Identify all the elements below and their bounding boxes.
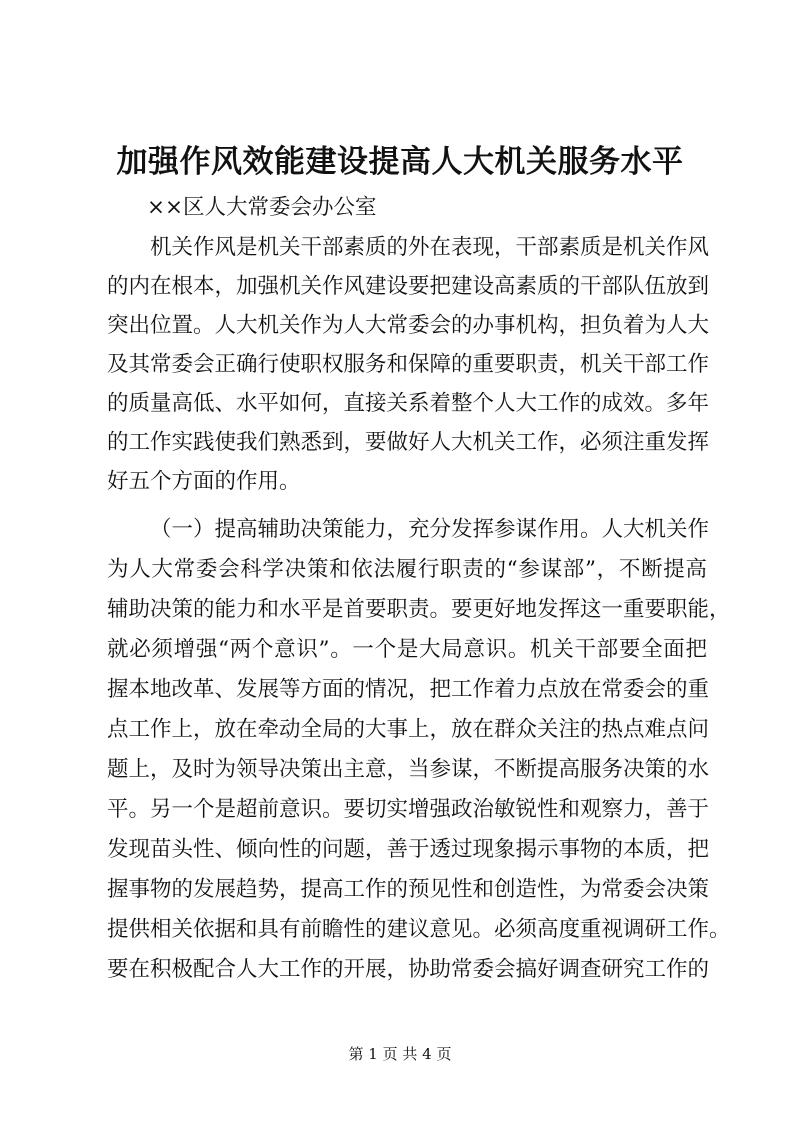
paragraph-2-line-12: 要在积极配合人大工作的开展，协助常委会搞好调查研究工作的 (107, 957, 710, 982)
paragraph-2-line-7: 题上，及时为领导决策出主意，当参谋，不断提高服务决策的水 (107, 757, 710, 782)
paragraph-2-line-10: 握事物的发展趋势，提高工作的预见性和创造性，为常委会决策 (107, 877, 710, 902)
paragraph-2-line-6: 点工作上，放在牵动全局的大事上，放在群众关注的热点难点问 (107, 717, 710, 742)
paragraph-1-line-3: 突出位置。人大机关作为人大常委会的办事机构，担负着为人大 (107, 313, 710, 338)
paragraph-1-line-1: 机关作风是机关干部素质的外在表现，干部素质是机关作风 (150, 235, 710, 260)
paragraph-2-line-9: 发现苗头性、倾向性的问题，善于透过现象揭示事物的本质，把 (107, 837, 710, 862)
paragraph-1-line-6: 的工作实践使我们熟悉到，要做好人大机关工作，必须注重发挥 (107, 430, 710, 455)
paragraph-2-line-5: 握本地改革、发展等方面的情况，把工作着力点放在常委会的重 (107, 677, 710, 702)
paragraph-2-line-1: （一）提高辅助决策能力，充分发挥参谋作用。人大机关作 (150, 517, 710, 542)
paragraph-2-line-2: 为人大常委会科学决策和依法履行职责的“参谋部”，不断提高 (107, 557, 707, 582)
paragraph-1-line-7: 好五个方面的作用。 (107, 469, 301, 494)
paragraph-2-line-3: 辅助决策的能力和水平是首要职责。要更好地发挥这一重要职能， (107, 597, 731, 622)
document-title: 加强作风效能建设提高人大机关服务水平 (116, 144, 684, 180)
paragraph-1-line-4: 及其常委会正确行使职权服务和保障的重要职责，机关干部工作 (107, 352, 710, 377)
paragraph-2-line-8: 平。另一个是超前意识。要切实增强政治敏锐性和观察力，善于 (107, 797, 710, 822)
paragraph-2-line-11: 提供相关依据和具有前瞻性的建议意见。必须高度重视调研工作。 (107, 917, 731, 942)
paragraph-1-line-5: 的质量高低、水平如何，直接关系着整个人大工作的成效。多年 (107, 391, 710, 416)
paragraph-1-line-2: 的内在根本，加强机关作风建设要把建设高素质的干部队伍放到 (107, 274, 710, 299)
paragraph-2-line-4: 就必须增强“两个意识”。一个是大局意识。机关干部要全面把 (107, 637, 707, 662)
author-line: ××区人大常委会办公室 (147, 195, 377, 220)
page-number-footer: 第 1 页 共 4 页 (348, 1045, 452, 1063)
